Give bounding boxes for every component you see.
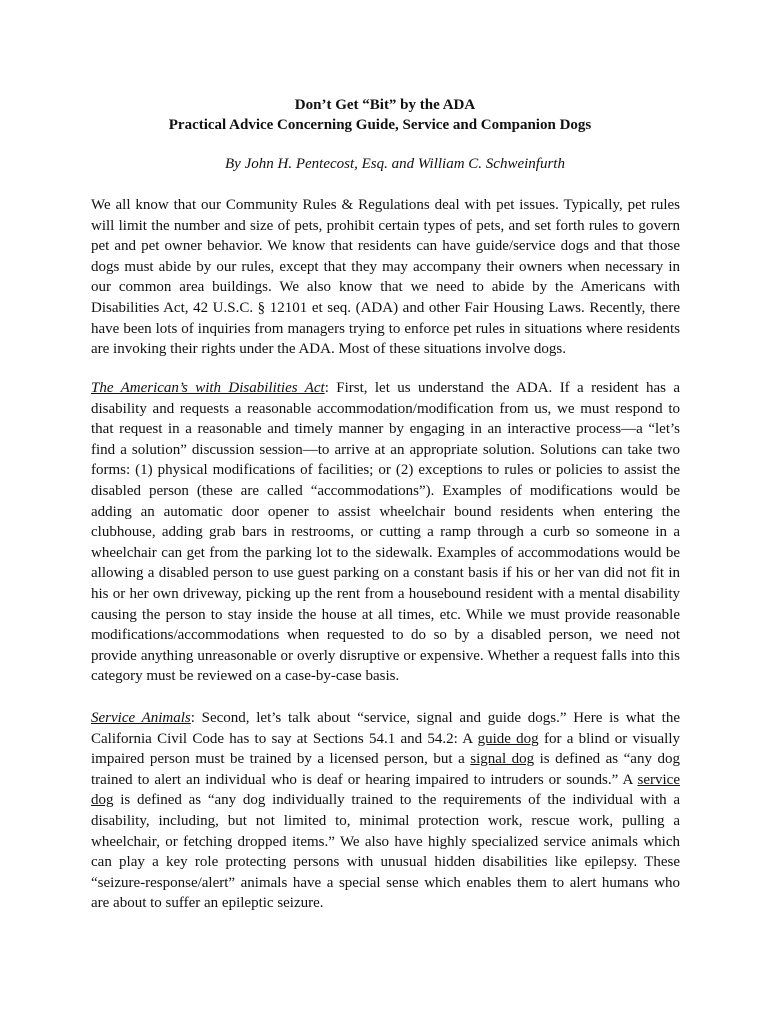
ada-section-heading: The American’s with Disabilities Act <box>91 380 325 396</box>
paragraph-intro-text: We all know that our Community Rules & Regulations deal with pet issues. Typically, pet rules will limit the number and size of pets, prohibit certain types of pets, and set forth rules to govern pet and pet owner behavior. We know that residents can have guide/service dogs and that those dogs must abide by our rules, except that they may accompany their owners when necessary in our common area buildings. We also know that we need to abide by the Americans with Disabilities Act, 42 U.S.C. § 12101 et seq. (ADA) and other Fair Housing Laws. Recently, there have been lots of inquiries from managers trying to enforce pet rules in situations where residents are invoking their rights under the ADA. Most of these situations involve dogs. <box>91 197 680 358</box>
service-animals-text-1: : Second, let’s talk about “service, signal and guide dogs.” Here is what the California Civil Code has to say at Sections 54.1 and 54.2: A <box>91 710 680 747</box>
term-service-dog: service dog <box>91 771 680 809</box>
author-byline: By John H. Pentecost, Esq. and William C. Schweinfurth <box>225 156 565 172</box>
term-signal-dog: signal dog <box>470 751 535 768</box>
paragraph-ada <box>91 378 680 687</box>
paragraph-intro <box>91 195 680 360</box>
term-guide-dog: guide dog <box>477 730 539 747</box>
service-animals-text-2: for a blind or visually impaired person must be trained by a licensed person, but a <box>91 730 681 768</box>
paragraph-ada-text: : First, let us understand the ADA. If a resident has a disability and requests a reasonable accommodation/modification from us, we must respond to that request in a reasonable and timely manner by engaging in an interactive process—a “let’s find a solution” discussion session—to arrive at an appropriate solution. Solutions can take two forms: (1) physical modifications of facilities; or (2) exceptions to rules or policies to assist the disabled person (these are called “accommodations”). Examples of modifications would be adding an automatic door opener to assist wheelchair bound residents when entering the clubhouse, adding grab bars in restrooms, or cutting a ramp through a curb so someone in a wheelchair can get from the parking lot to the sidewalk. Examples of accommodations would be allowing a disabled person to use guest parking on a constant basis if his or her van did not fit in his or her own driveway, picking up the rent from a housebound resident with a mental disability causing the person to stay inside the house at all times, etc. While we must provide reasonable modifications/accommodations when requested to do so by a disabled person, we need not provide anything unreasonable or overly disruptive or expensive. Whether a request falls into this category must be reviewed on a case-by-case basis. <box>91 380 680 685</box>
document-title: Don’t Get “Bit” by the ADA <box>294 97 476 113</box>
service-animals-text-4: is defined as “any dog individually trained to the requirements of the individual with a disability, including, but not limited to, minimal protection work, rescue work, pulling a wheelchair, or fetching dropped items.” We also have highly specialized service animals which can play a key role protecting persons with unusual hidden disabilities like epilepsy. These “seizure-response/alert” animals have a special sense which enables them to alert humans who are about to suffer an epileptic seizure. <box>91 792 680 912</box>
document-subtitle: Practical Advice Concerning Guide, Service and Companion Dogs <box>168 117 592 133</box>
service-animals-heading: Service Animals <box>91 710 191 726</box>
service-animals-text-3: is defined as “any dog trained to alert an individual who is deaf or hearing impaired to intruders or sounds.” A <box>91 751 680 788</box>
paragraph-service-animals <box>91 708 680 914</box>
